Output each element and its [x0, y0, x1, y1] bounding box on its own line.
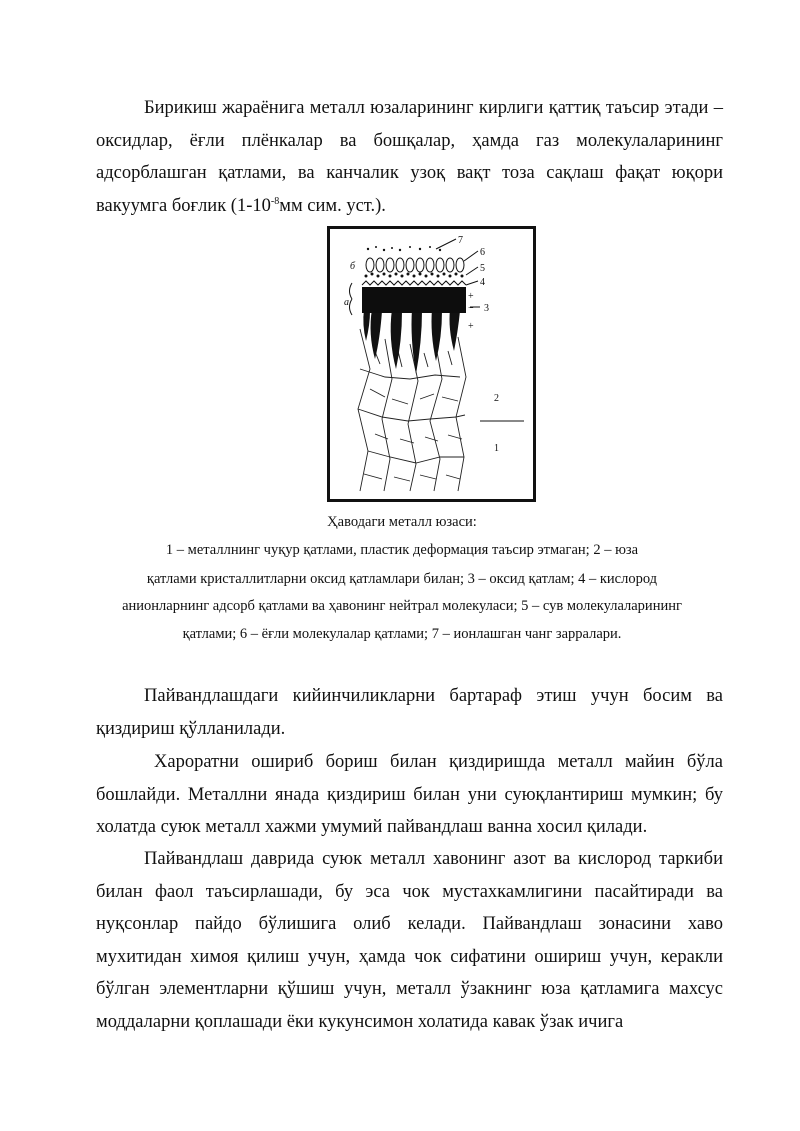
- adsorbed-layer: [362, 281, 466, 285]
- figure-label-4: 4: [480, 277, 485, 288]
- figure-minus: −: [468, 303, 474, 314]
- figure-label-1: 1: [494, 443, 499, 454]
- paragraph-1-superscript: -8: [270, 195, 280, 207]
- figure-label-a: а: [344, 297, 349, 308]
- paragraph-2: Пайвандлашдаги кийинчиликларни бартараф этиш учун босим ва қиздириш қўлланилади.: [96, 686, 723, 739]
- figure-plus-2: +: [468, 321, 474, 332]
- figure-label-b: б: [350, 261, 356, 272]
- figure-illustration: [330, 229, 533, 499]
- water-molecule-layer: [365, 273, 464, 278]
- dust-particles: [367, 246, 441, 251]
- figure-caption-line-1: 1 – металлнинг чуқур қатлами, пластик деформация таъсир этмаган; 2 – юза: [165, 542, 639, 558]
- oxide-layer: [362, 287, 466, 313]
- paragraph-3: Хароратни ошириб бориш билан қиздиришда металл майин бўла бошлайди. Металлни янада қиздириш билан уни суюқлантириш мумкин; бу холатда суюк металл хажми умумий пайвандлаш ванна хосил қилади.: [96, 752, 723, 837]
- figure-metal-surface: [327, 226, 536, 502]
- paragraph-1: [96, 92, 723, 222]
- paragraph-4: Пайвандлаш даврида суюк металл хавонинг азот ва кислород таркиби билан фаол таъсирлашади, бу эса чок мустахкамлигини пасайтиради ва нуқсонлар пайдо бўлишига олиб келади. Пайвандлаш зонасини хаво мухитидан химоя қилиш учун, ҳамда чок сифатини ошириш учун, керакли бўлган элементларни қўшиш учун, металл ўзакнинг юза қатламига махсус моддаларни қоплашади ёки кукунсимон холатида кавак ўзак ичига: [96, 849, 723, 1032]
- paragraph-1-text: Бирикиш жараёнига металл юзаларининг кирлиги қаттиқ таъсир этади – оксидлар, ёғли плёнкалар ва бошқалар, ҳамда газ молекулаларининг адсорблашган қатлами, ва канчалик узоқ вақт тоза сақлаш фақат юқори вакуумга боғлик (1-10: [96, 98, 723, 216]
- oxide-penetration: [363, 309, 460, 374]
- figure-plus-1: +: [468, 291, 474, 302]
- paragraph-1-tail: мм сим. уст.).: [279, 195, 386, 216]
- figure-caption-line-2: қатлами кристаллитларни оксид қатламлари билан; 3 – оксид қатлам; 4 – кислород: [146, 571, 658, 587]
- figure-label-6: 6: [480, 247, 485, 258]
- figure-caption-line-3: анионларнинг адсорб қатлами ва ҳавонинг нейтрал молекуласи; 5 – сув молекулаларининг: [122, 598, 682, 614]
- figure-caption-title: Ҳаводаги металл юзаси:: [327, 514, 477, 530]
- oily-molecule-layer: [366, 258, 464, 272]
- figure-caption-line-4: қатлами; 6 – ёғли молекулалар қатлами; 7 – ионлашган чанг зарралари.: [182, 626, 622, 642]
- figure-label-2: 2: [494, 393, 499, 404]
- figure-label-7: 7: [458, 235, 463, 246]
- figure-label-3: 3: [484, 303, 489, 314]
- figure-label-5: 5: [480, 263, 485, 274]
